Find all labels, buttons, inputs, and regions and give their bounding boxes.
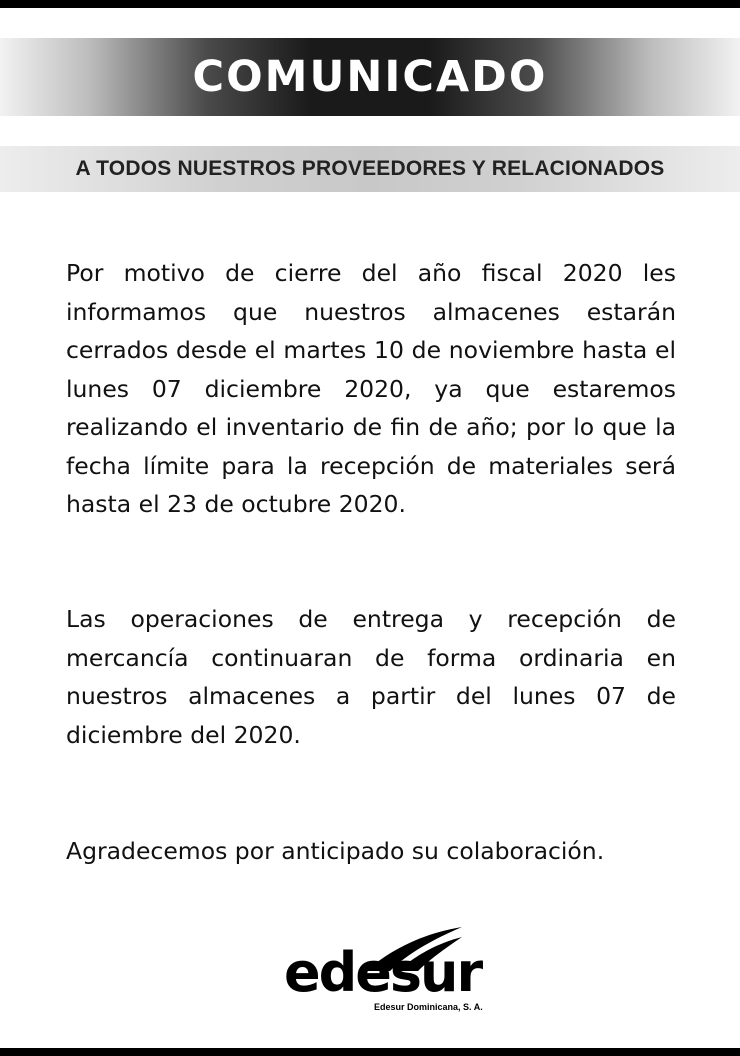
company-logo <box>284 925 494 1015</box>
bottom-border <box>0 1048 740 1056</box>
logo-caption: Edesur Dominicana, S. A. <box>374 1002 483 1012</box>
subtitle-band <box>0 146 740 192</box>
page-title: COMUNICADO <box>192 52 548 102</box>
top-border <box>0 0 740 8</box>
paragraph-closure-notice: Por motivo de cierre del año fiscal 2020 les informamos que nuestros almacenes estarán cerrados desde el martes 10 de noviembre hasta el lunes 07 diciembre 2020, ya que estaremos realizando el inventario de fin de año; por lo que la fecha límite para la recepción de materiales será hasta el 23 de octubre 2020. <box>66 259 676 518</box>
logo-wordmark: edesur <box>284 941 482 1004</box>
paragraph-thanks: Agradecemos por anticipado su colaboración. <box>66 837 605 865</box>
title-banner <box>0 38 740 116</box>
page-subtitle: A TODOS NUESTROS PROVEEDORES Y RELACIONADOS <box>75 157 665 180</box>
paragraph-operations: Las operaciones de entrega y recepción de mercancía continuaran de forma ordinaria en nuestros almacenes a partir del lunes 07 de diciembre del 2020. <box>66 605 676 749</box>
